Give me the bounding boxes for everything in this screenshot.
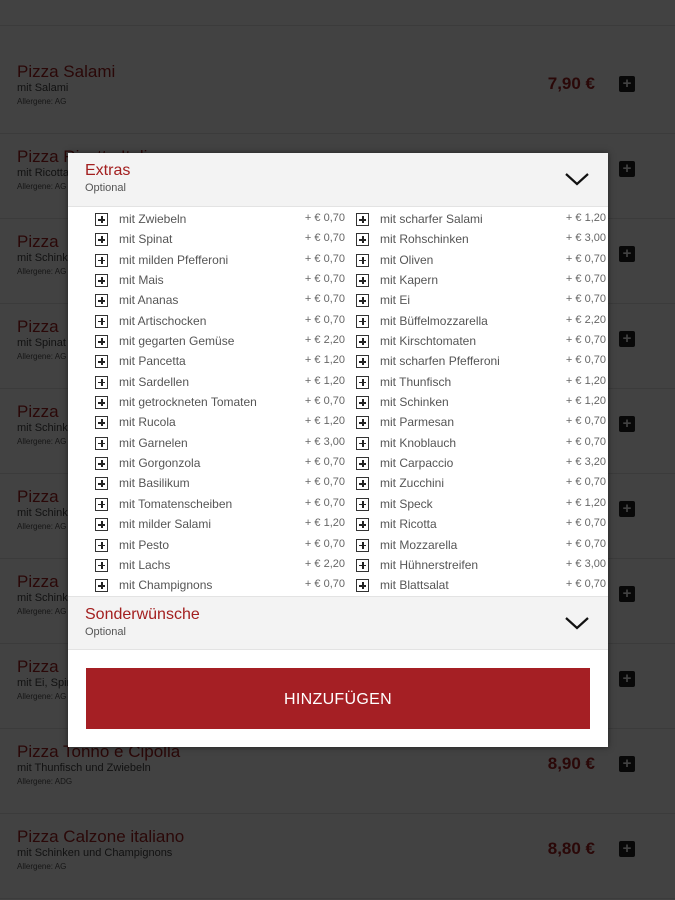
- special-requests-subtitle: Optional: [85, 626, 126, 638]
- extra-option-price: + € 0,70: [565, 293, 606, 306]
- extra-option-label: mit Mais: [119, 273, 164, 288]
- extra-option[interactable]: [95, 374, 345, 394]
- add-extra-icon[interactable]: [95, 457, 108, 470]
- extra-option-label: mit milder Salami: [119, 517, 212, 532]
- extra-option-price: + € 0,70: [304, 578, 345, 591]
- extra-option-label: mit Knoblauch: [380, 435, 457, 450]
- extra-option[interactable]: [356, 272, 606, 292]
- extra-option-price: + € 1,20: [565, 212, 606, 224]
- extra-option-price: + € 3,20: [565, 456, 606, 469]
- extra-option-price: + € 0,70: [304, 456, 345, 469]
- extra-option-label: mit milden Pfefferoni: [119, 252, 229, 267]
- extra-option-price: + € 0,70: [304, 496, 345, 509]
- extra-option-price: + € 2,20: [565, 313, 606, 326]
- extra-option[interactable]: [356, 333, 606, 353]
- extra-option-label: mit Rucola: [119, 415, 176, 430]
- extras-header[interactable]: [68, 153, 608, 207]
- add-extra-icon[interactable]: [356, 559, 369, 572]
- extra-option-price: + € 3,00: [565, 557, 606, 570]
- extra-option[interactable]: [356, 414, 606, 434]
- extras-options: [68, 208, 608, 596]
- add-extra-icon[interactable]: [356, 579, 369, 592]
- extra-option-label: mit Parmesan: [380, 415, 455, 430]
- add-extra-icon[interactable]: [95, 213, 108, 226]
- extra-option[interactable]: [95, 537, 345, 557]
- extra-option-label: mit scharfen Pfefferoni: [380, 354, 500, 369]
- add-extra-icon[interactable]: [95, 233, 108, 246]
- extra-option[interactable]: [95, 516, 345, 536]
- extra-option-label: mit Rohschinken: [380, 232, 469, 247]
- extra-option-price: + € 0,70: [304, 395, 345, 408]
- extra-option[interactable]: [356, 211, 606, 231]
- extra-option-price: + € 1,20: [304, 374, 345, 387]
- add-extra-icon[interactable]: [356, 335, 369, 348]
- add-extra-icon[interactable]: [356, 518, 369, 531]
- extra-option[interactable]: [356, 435, 606, 455]
- extra-option[interactable]: [95, 455, 345, 475]
- extra-option-price: + € 0,70: [304, 273, 345, 286]
- extra-option-label: mit getrockneten Tomaten: [119, 395, 257, 410]
- extra-option-price: + € 0,70: [304, 313, 345, 326]
- add-extra-icon[interactable]: [356, 477, 369, 490]
- extra-option[interactable]: [95, 272, 345, 292]
- extra-option-label: mit Artischocken: [119, 313, 207, 328]
- extra-option-label: mit Basilikum: [119, 476, 190, 491]
- extra-option[interactable]: [95, 394, 345, 414]
- extras-modal: [68, 153, 608, 747]
- extra-option[interactable]: [95, 211, 345, 231]
- extra-option-label: mit Mozzarella: [380, 537, 458, 552]
- chevron-down-icon[interactable]: [564, 169, 590, 189]
- extra-option-label: mit Blattsalat: [380, 578, 449, 593]
- extra-option[interactable]: [356, 557, 606, 577]
- extra-option-label: mit Pesto: [119, 537, 170, 552]
- add-extra-icon[interactable]: [95, 498, 108, 511]
- extra-option[interactable]: [356, 394, 606, 414]
- extra-option-label: mit Hühnerstreifen: [380, 557, 479, 572]
- extra-option[interactable]: [356, 292, 606, 312]
- extra-option[interactable]: [356, 496, 606, 516]
- extra-option-label: mit Ananas: [119, 293, 179, 308]
- add-extra-icon[interactable]: [356, 539, 369, 552]
- extra-option-price: + € 0,70: [565, 354, 606, 367]
- add-extra-icon[interactable]: [356, 274, 369, 287]
- extra-option-price: + € 0,70: [304, 476, 345, 489]
- extra-option[interactable]: [95, 333, 345, 353]
- extra-option-price: + € 1,20: [304, 415, 345, 428]
- extra-option-price: + € 3,00: [304, 435, 345, 448]
- special-requests-header[interactable]: [68, 596, 608, 650]
- extra-option-label: mit Thunfisch: [380, 374, 452, 389]
- add-extra-icon[interactable]: [95, 396, 108, 409]
- add-extra-icon[interactable]: [95, 437, 108, 450]
- extra-option[interactable]: [95, 435, 345, 455]
- add-extra-icon[interactable]: [95, 559, 108, 572]
- extra-option-label: mit Oliven: [380, 252, 434, 267]
- extras-column-right: [356, 211, 606, 596]
- extra-option[interactable]: [356, 313, 606, 333]
- extra-option[interactable]: [95, 577, 345, 596]
- add-extra-icon[interactable]: [95, 335, 108, 348]
- add-extra-icon[interactable]: [356, 457, 369, 470]
- extra-option-price: + € 2,20: [304, 557, 345, 570]
- add-extra-icon[interactable]: [95, 477, 108, 490]
- extra-option-label: mit Zwiebeln: [119, 212, 187, 226]
- extra-option-price: + € 0,70: [304, 537, 345, 550]
- extra-option[interactable]: [95, 414, 345, 434]
- extra-option[interactable]: [95, 313, 345, 333]
- extra-option-price: + € 0,70: [565, 435, 606, 448]
- add-extra-icon[interactable]: [95, 416, 108, 429]
- extra-option-price: + € 0,70: [565, 415, 606, 428]
- extra-option[interactable]: [95, 475, 345, 495]
- add-extra-icon[interactable]: [95, 579, 108, 592]
- add-extra-icon[interactable]: [95, 539, 108, 552]
- extra-option-price: + € 2,20: [304, 334, 345, 347]
- extra-option-price: + € 0,70: [304, 212, 345, 224]
- extra-option[interactable]: [356, 252, 606, 272]
- extra-option-label: mit Speck: [380, 496, 433, 511]
- extra-option-price: + € 0,70: [565, 476, 606, 489]
- extra-option[interactable]: [356, 577, 606, 596]
- extra-option-label: mit Kapern: [380, 273, 439, 288]
- add-extra-icon[interactable]: [95, 294, 108, 307]
- extra-option[interactable]: [95, 353, 345, 373]
- extra-option-price: + € 1,20: [565, 395, 606, 408]
- chevron-down-icon[interactable]: [564, 613, 590, 633]
- add-extra-icon[interactable]: [95, 274, 108, 287]
- extra-option[interactable]: [95, 496, 345, 516]
- extra-option-price: + € 0,70: [565, 252, 606, 265]
- add-extra-icon[interactable]: [356, 416, 369, 429]
- extra-option-label: mit Champignons: [119, 578, 213, 593]
- extra-option-price: + € 3,00: [565, 232, 606, 245]
- extras-subtitle: Optional: [85, 182, 126, 194]
- extra-option-label: mit Lachs: [119, 557, 171, 572]
- add-extra-icon[interactable]: [356, 213, 369, 226]
- extra-option[interactable]: [356, 231, 606, 251]
- extra-option-price: + € 0,70: [565, 334, 606, 347]
- add-extra-icon[interactable]: [356, 254, 369, 267]
- add-extra-icon[interactable]: [356, 294, 369, 307]
- extra-option-label: mit scharfer Salami: [380, 212, 483, 226]
- extra-option-label: mit Schinken: [380, 395, 449, 410]
- add-extra-icon[interactable]: [95, 315, 108, 328]
- extra-option-price: + € 0,70: [565, 537, 606, 550]
- extra-option[interactable]: [356, 374, 606, 394]
- extra-option[interactable]: [356, 516, 606, 536]
- add-extra-icon[interactable]: [95, 518, 108, 531]
- extras-title: Extras: [85, 162, 131, 179]
- extra-option-label: mit Sardellen: [119, 374, 190, 389]
- extra-option[interactable]: [95, 231, 345, 251]
- extra-option-price: + € 0,70: [565, 578, 606, 591]
- add-extra-icon[interactable]: [356, 315, 369, 328]
- extra-option-label: mit Pancetta: [119, 354, 186, 369]
- extra-option-label: mit Gorgonzola: [119, 456, 201, 471]
- extra-option-price: + € 0,70: [565, 517, 606, 530]
- add-to-cart-button[interactable]: HINZUFÜGEN: [86, 668, 590, 729]
- add-extra-icon[interactable]: [356, 233, 369, 246]
- extra-option[interactable]: [356, 475, 606, 495]
- extra-option-price: + € 0,70: [304, 293, 345, 306]
- extra-option[interactable]: [95, 292, 345, 312]
- add-extra-icon[interactable]: [356, 498, 369, 511]
- extra-option-label: mit Büffelmozzarella: [380, 313, 488, 328]
- extra-option[interactable]: [95, 252, 345, 272]
- add-extra-icon[interactable]: [356, 376, 369, 389]
- add-extra-icon[interactable]: [356, 437, 369, 450]
- add-extra-icon[interactable]: [95, 376, 108, 389]
- extra-option[interactable]: [356, 353, 606, 373]
- extra-option-label: mit Carpaccio: [380, 456, 454, 471]
- extra-option-label: mit Kirschtomaten: [380, 334, 477, 349]
- special-requests-title: Sonderwünsche: [85, 606, 200, 623]
- extra-option-label: mit Spinat: [119, 232, 173, 247]
- extra-option-price: + € 0,70: [304, 232, 345, 245]
- extra-option-price: + € 1,20: [565, 374, 606, 387]
- extra-option-label: mit Garnelen: [119, 435, 188, 450]
- extra-option-label: mit Tomatenscheiben: [119, 496, 233, 511]
- extra-option-label: mit Ricotta: [380, 517, 437, 532]
- add-extra-icon[interactable]: [356, 396, 369, 409]
- extra-option[interactable]: [95, 557, 345, 577]
- extra-option[interactable]: [356, 455, 606, 475]
- extra-option-price: + € 1,20: [304, 517, 345, 530]
- add-extra-icon[interactable]: [356, 355, 369, 368]
- add-extra-icon[interactable]: [95, 355, 108, 368]
- extra-option-price: + € 0,70: [565, 273, 606, 286]
- extra-option-price: + € 1,20: [565, 496, 606, 509]
- extra-option-label: mit Ei: [380, 293, 410, 308]
- add-extra-icon[interactable]: [95, 254, 108, 267]
- extra-option-label: mit gegarten Gemüse: [119, 334, 235, 349]
- extra-option-label: mit Zucchini: [380, 476, 445, 491]
- extra-option-price: + € 0,70: [304, 252, 345, 265]
- extra-option-price: + € 1,20: [304, 354, 345, 367]
- extra-option[interactable]: [356, 537, 606, 557]
- extras-column-left: [95, 211, 345, 596]
